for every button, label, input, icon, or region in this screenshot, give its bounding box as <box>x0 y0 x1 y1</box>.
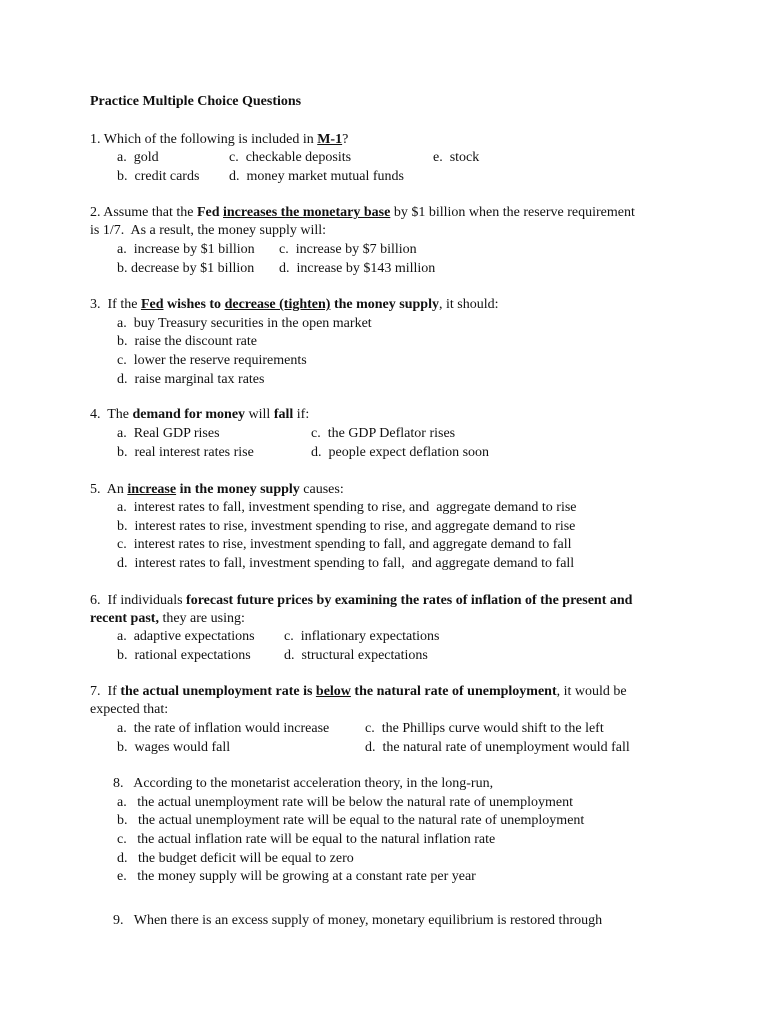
question-3-stem <box>90 296 498 315</box>
question-8-stem: 8. According to the monetarist acceleration theory, in the long-run, <box>113 776 494 791</box>
q8-option-a: a. the actual unemployment rate will be below the natural rate of unemployment <box>117 795 574 810</box>
q4-option-c: c. the GDP Deflator rises <box>311 426 456 441</box>
q4-text-end: if: <box>293 407 310 422</box>
q8-option-e: e. the money supply will be growing at a constant rate per year <box>117 869 476 884</box>
q3-fed: Fed <box>140 297 164 312</box>
q3-text-end: , it should: <box>438 297 499 312</box>
q1-text: 1. Which of the following is included in <box>90 132 318 147</box>
question-5-stem <box>90 481 344 500</box>
q4-term: demand for money <box>132 407 246 422</box>
q5-option-d: d. interest rates to fall, investment spending to fall, and aggregate demand to fall <box>117 556 575 571</box>
q5-option-c: c. interest rates to rise, investment spending to fall, and aggregate demand to fall <box>117 537 572 552</box>
q7-option-b: b. wages would fall <box>117 740 231 755</box>
q3-option-c: c. lower the reserve requirements <box>117 353 307 368</box>
q7-option-d: d. the natural rate of unemployment would fall <box>365 740 630 755</box>
q2-term: increases the monetary base <box>223 205 391 220</box>
q5-option-b: b. interest rates to rise, investment spending to rise, and aggregate demand to rise <box>117 519 576 534</box>
q7-below: below <box>315 684 351 699</box>
q8-option-d: d. the budget deficit will be equal to zero <box>117 851 354 866</box>
q3-money-supply: the money supply <box>330 297 439 312</box>
q3-term: decrease (tighten) <box>224 297 331 312</box>
q3-option-d: d. raise marginal tax rates <box>117 372 265 387</box>
question-4-stem <box>90 406 309 425</box>
q6-text-end: they are using: <box>158 611 245 626</box>
q5-text: 5. An <box>90 482 128 497</box>
q3-wishes: wishes to <box>167 297 225 312</box>
q6-option-b: b. rational expectations <box>117 648 251 663</box>
q7-term: the actual unemployment rate is <box>120 684 316 699</box>
q5-increase: increase <box>127 482 177 497</box>
q2-fed: Fed <box>196 205 223 220</box>
q1-option-b: b. credit cards <box>117 169 200 184</box>
q4-will: will <box>245 407 274 422</box>
q2-option-d: d. increase by $143 million <box>279 261 436 276</box>
q4-fall: fall <box>273 407 294 422</box>
question-2-stem <box>90 204 635 223</box>
q8-option-c: c. the actual inflation rate will be equal to the natural inflation rate <box>117 832 496 847</box>
q1-option-e: e. stock <box>433 150 480 165</box>
q6-option-a: a. adaptive expectations <box>117 629 255 644</box>
q2-option-b: b. decrease by $1 billion <box>117 261 255 276</box>
q8-option-b: b. the actual unemployment rate will be equal to the natural rate of unemployment <box>117 813 585 828</box>
q2-text-end: by $1 billion when the reserve requirement <box>390 205 635 220</box>
q1-option-a: a. gold <box>117 150 159 165</box>
question-1-stem <box>90 131 348 150</box>
q6-term: forecast future prices by examining the rates of inflation of the present and <box>186 593 633 608</box>
q2-option-c: c. increase by $7 billion <box>279 242 417 257</box>
q5-option-a: a. interest rates to fall, investment spending to rise, and aggregate demand to rise <box>117 500 577 515</box>
q3-option-b: b. raise the discount rate <box>117 334 257 349</box>
q1-term: M-1 <box>317 132 343 147</box>
q4-option-b: b. real interest rates rise <box>117 445 254 460</box>
question-9-stem: 9. When there is an excess supply of money, monetary equilibrium is restored through <box>113 913 603 928</box>
q4-option-a: a. Real GDP rises <box>117 426 220 441</box>
question-7-stem-line2: expected that: <box>90 702 169 717</box>
page-title: Practice Multiple Choice Questions <box>90 94 302 109</box>
q7-option-a: a. the rate of inflation would increase <box>117 721 330 736</box>
question-6-stem <box>90 592 632 611</box>
q4-option-d: d. people expect deflation soon <box>311 445 490 460</box>
q2-option-a: a. increase by $1 billion <box>117 242 255 257</box>
q6-option-c: c. inflationary expectations <box>284 629 440 644</box>
q7-option-c: c. the Phillips curve would shift to the left <box>365 721 604 736</box>
q6-text: 6. If individuals <box>90 593 187 608</box>
q6-term-end: recent past, <box>90 611 159 626</box>
q3-text: 3. If the <box>90 297 141 312</box>
q6-option-d: d. structural expectations <box>284 648 428 663</box>
q7-term-end: the natural rate of unemployment <box>350 684 557 699</box>
question-6-stem-line2 <box>90 610 245 629</box>
question-2-stem-line2: is 1/7. As a result, the money supply will: <box>90 223 327 238</box>
q3-option-a: a. buy Treasury securities in the open market <box>117 316 372 331</box>
q5-term: in the money supply <box>176 482 300 497</box>
q7-text-end: , it would be <box>556 684 627 699</box>
q1-text-end: ? <box>342 132 349 147</box>
q5-text-end: causes: <box>299 482 344 497</box>
question-7-stem <box>90 683 627 702</box>
q2-text: 2. Assume that the <box>90 205 197 220</box>
q4-text: 4. The <box>90 407 133 422</box>
q7-text: 7. If <box>90 684 121 699</box>
q1-option-d: d. money market mutual funds <box>229 169 404 184</box>
q1-option-c: c. checkable deposits <box>229 150 352 165</box>
